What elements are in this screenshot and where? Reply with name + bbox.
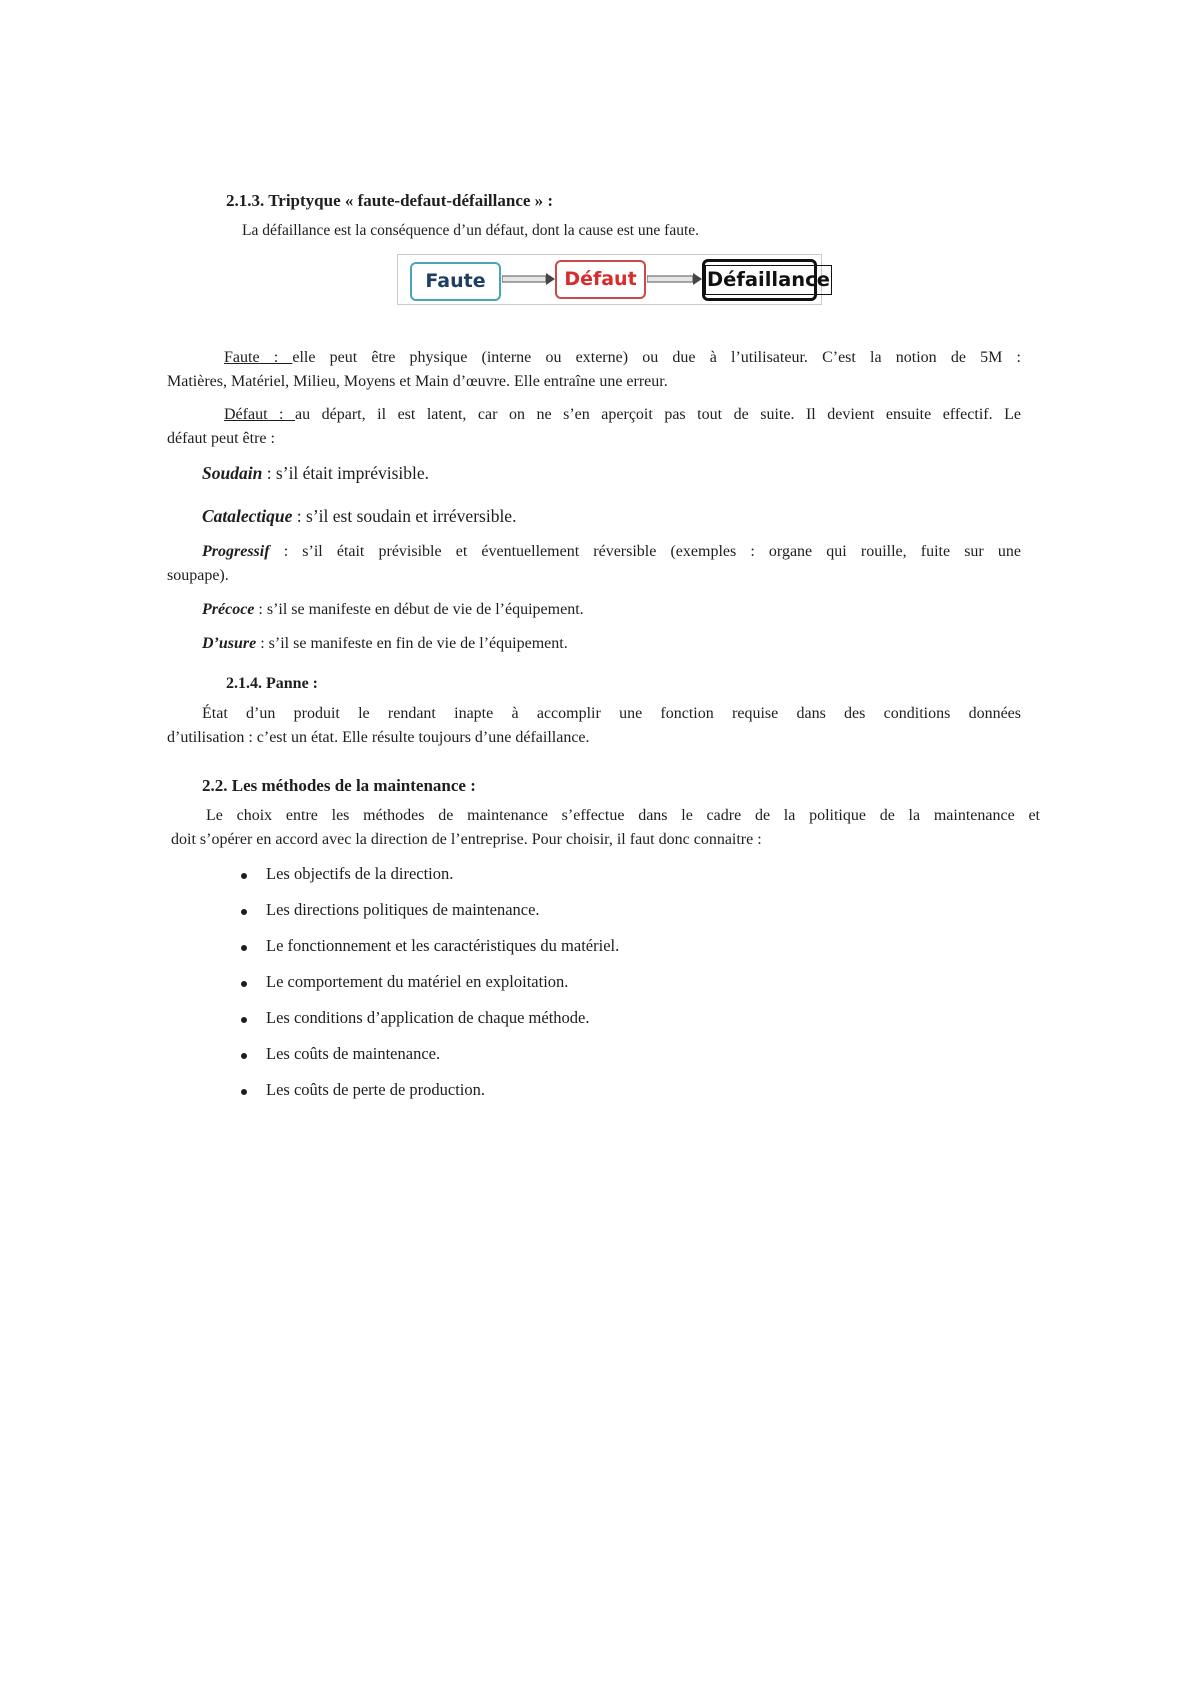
section-213-intro: La défaillance est la conséquence d’un défaut, dont la cause est une faute.: [242, 222, 700, 239]
section-214-heading: 2.1.4. Panne :: [226, 675, 318, 692]
arrow-right-icon: [647, 272, 703, 286]
list-item: Les conditions d’application de chaque méthode.: [266, 1008, 590, 1027]
section-213-heading: 2.1.3. Triptyque « faute-defaut-défaillance » :: [226, 191, 554, 210]
type-soudain-term: Soudain: [202, 463, 263, 483]
type-progressif-text: : s’il était prévisible et éventuellement réversible (exemples : organe qui rouille, fuite sur une: [269, 543, 1021, 560]
type-dusure-text: : s’il se manifeste en fin de vie de l’équipement.: [256, 635, 568, 652]
node-defaut: Défaut: [555, 260, 646, 299]
section-22-line2: doit s’opérer en accord avec la direction de l’entreprise. Pour choisir, il faut donc connaitre :: [171, 831, 762, 848]
type-catalectique-text: : s’il est soudain et irréversible.: [292, 506, 517, 526]
bullet-icon: [241, 945, 247, 951]
type-soudain-text: : s’il était imprévisible.: [262, 463, 430, 483]
defaut-text: au départ, il est latent, car on ne s’en aperçoit pas tout de suite. Il devient ensuite effectif. Le: [295, 406, 1021, 423]
section-22-line1: Le choix entre les méthodes de maintenance s’effectue dans le cadre de la politique de la maintenance et: [206, 807, 1040, 824]
list-item: Le fonctionnement et les caractéristiques du matériel.: [266, 936, 620, 955]
list-item: Les coûts de perte de production.: [266, 1080, 486, 1099]
type-precoce: [202, 601, 584, 619]
section-214-line2: d’utilisation : c’est un état. Elle résulte toujours d’une défaillance.: [167, 729, 590, 746]
type-precoce-term: Précoce: [202, 601, 255, 618]
faute-label: Faute :: [224, 349, 293, 366]
node-faute: Faute: [410, 262, 501, 301]
node-defaillance-label: Défaillance: [705, 265, 832, 295]
list-item: Les objectifs de la direction.: [266, 864, 454, 883]
type-soudain: [202, 463, 429, 484]
arrow-right-icon: [502, 272, 556, 286]
type-catalectique-term: Catalectique: [202, 506, 293, 526]
bullet-icon: [241, 1017, 247, 1023]
node-defaillance: [702, 259, 830, 301]
faute-text: elle peut être physique (interne ou externe) ou due à l’utilisateur. C’est la notion de 5M :: [292, 349, 1021, 366]
defaut-paragraph-line2: défaut peut être :: [167, 430, 275, 447]
section-22-heading: 2.2. Les méthodes de la maintenance :: [202, 776, 476, 795]
bullet-icon: [241, 909, 247, 915]
faute-paragraph-line1: [224, 349, 1021, 367]
type-dusure-term: D’usure: [202, 635, 257, 652]
type-progressif-term: Progressif: [202, 543, 270, 560]
list-item: Les coûts de maintenance.: [266, 1044, 441, 1063]
type-dusure: [202, 635, 568, 653]
bullet-icon: [241, 981, 247, 987]
bullet-icon: [241, 873, 247, 879]
type-catalectique: [202, 506, 516, 527]
list-item: Les directions politiques de maintenance.: [266, 900, 540, 919]
type-progressif-line2: soupape).: [167, 567, 229, 584]
type-precoce-text: : s’il se manifeste en début de vie de l’équipement.: [254, 601, 584, 618]
list-item: Le comportement du matériel en exploitation.: [266, 972, 569, 991]
defaut-paragraph-line1: [224, 406, 1021, 424]
section-214-line1: État d’un produit le rendant inapte à accomplir une fonction requise dans des conditions données: [202, 705, 1021, 722]
defaut-label: Défaut :: [224, 406, 296, 423]
triptych-diagram: [397, 254, 830, 305]
bullet-icon: [241, 1089, 247, 1095]
faute-paragraph-line2: Matières, Matériel, Milieu, Moyens et Main d’œuvre. Elle entraîne une erreur.: [167, 373, 668, 390]
bullet-icon: [241, 1053, 247, 1059]
type-progressif-line1: [202, 543, 1021, 561]
